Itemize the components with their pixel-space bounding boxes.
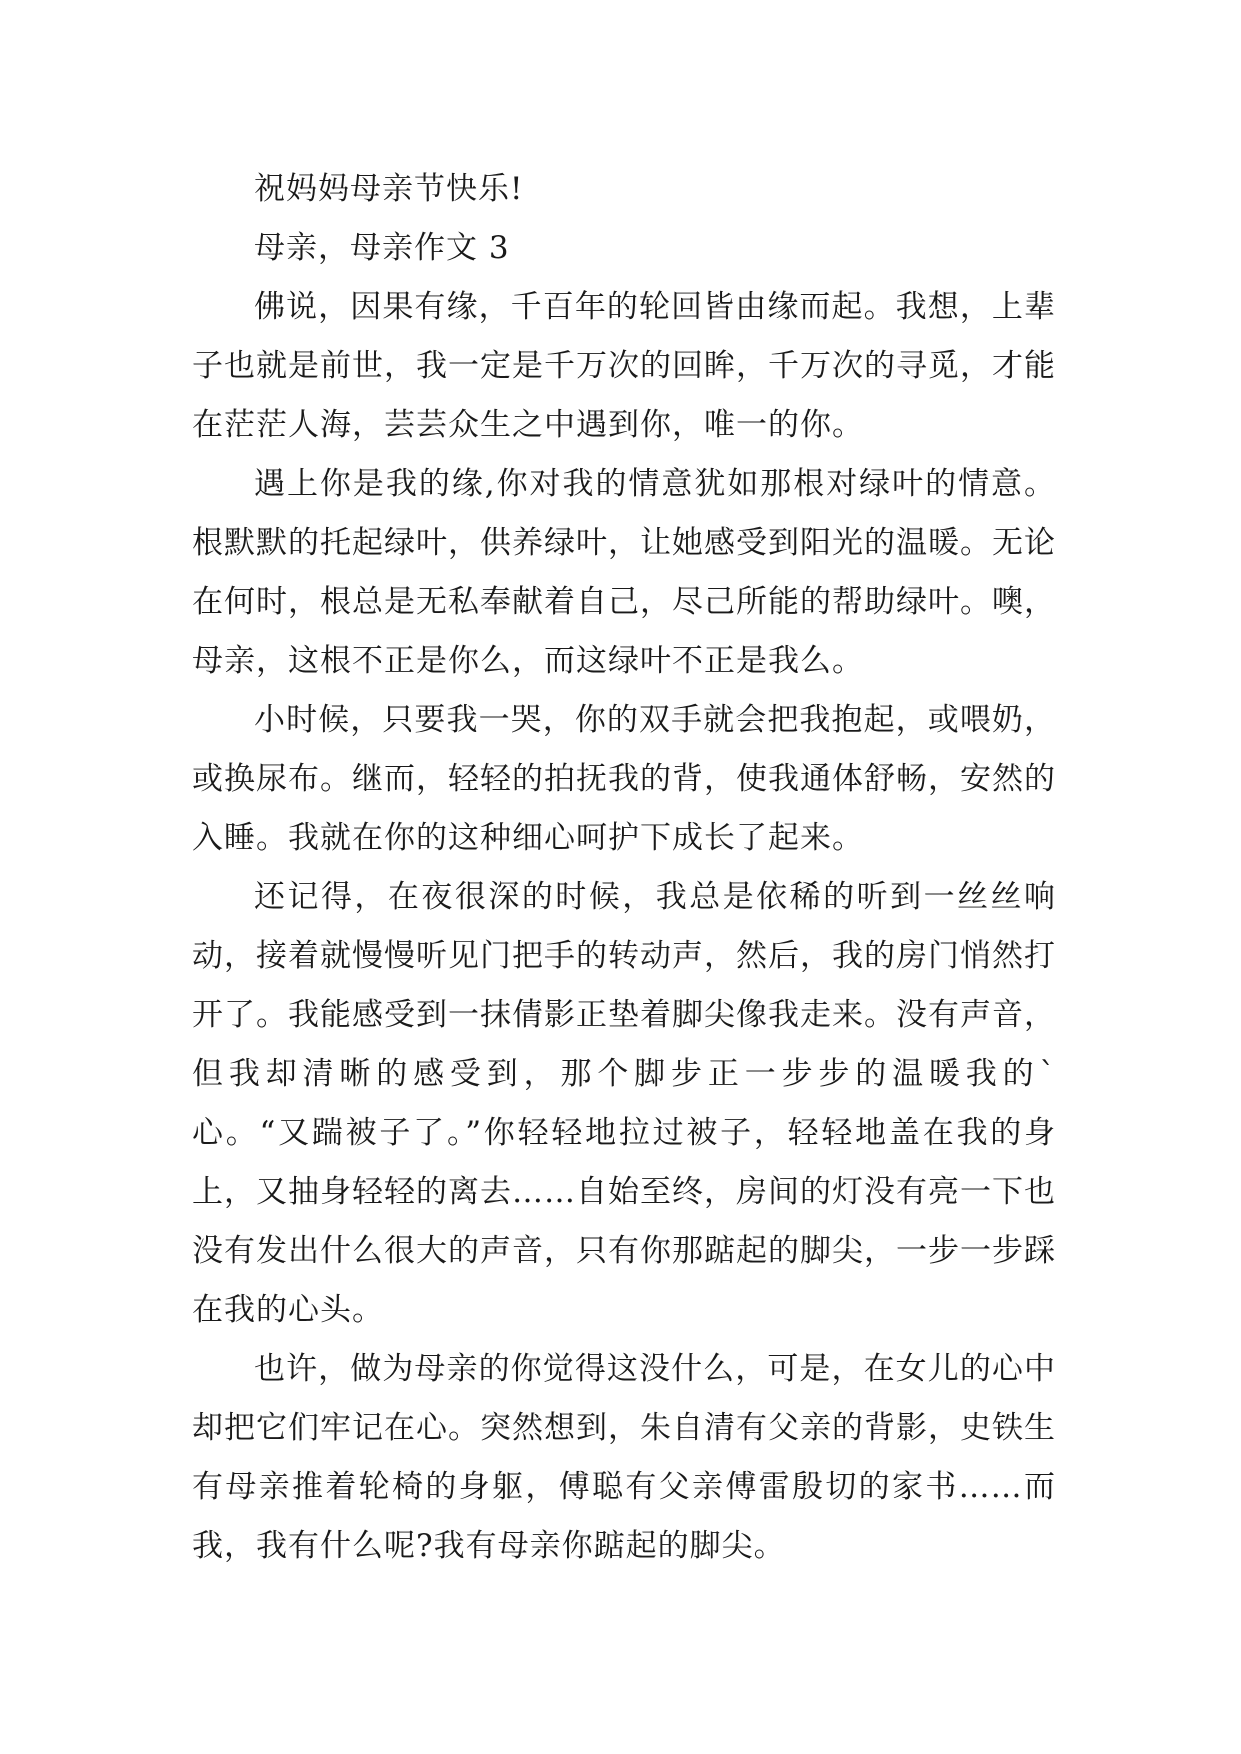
closing-wish-paragraph: 祝妈妈母亲节快乐! <box>254 171 524 207</box>
paragraph-night-memory: 还记得，在夜很深的时候，我总是依稀的听到一丝丝响动，接着就慢慢听见门把手的转动声，然后，我的房门悄然打开了。我能感受到一抹倩影正垫着脚尖像我走来。没有声音，但我却清晰的感受到，那个脚步正一步步的温暖我的`心。“又踹被子了。”你轻轻地拉过被子，轻轻地盖在我的身上，又抽身轻轻的离去……自始至终，房间的灯没有亮一下也没有发出什么很大的声音，只有你那踮起的脚尖，一步一步踩在我的心头。 <box>192 879 1056 1328</box>
essay-title: 母亲，母亲作文 3 <box>254 230 510 266</box>
paragraph-root-and-leaf: 遇上你是我的缘,你对我的情意犹如那根对绿叶的情意。根默默的托起绿叶，供养绿叶，让她感受到阳光的温暖。无论在何时，根总是无私奉献着自己，尽己所能的帮助绿叶。噢，母亲，这根不正是你么，而这绿叶不正是我么。 <box>192 466 1056 679</box>
paragraph-conclusion: 也许，做为母亲的你觉得这没什么，可是，在女儿的心中却把它们牢记在心。突然想到，朱自清有父亲的背影，史铁生有母亲推着轮椅的身躯，傅聪有父亲傅雷殷切的家书……而我，我有什么呢?我有母亲你踮起的脚尖。 <box>192 1351 1056 1564</box>
document-body <box>192 160 1056 1576</box>
paragraph-childhood: 小时候，只要我一哭，你的双手就会把我抱起，或喂奶，或换尿布。继而，轻轻的拍抚我的背，使我通体舒畅，安然的入睡。我就在你的这种细心呵护下成长了起来。 <box>192 702 1056 856</box>
paragraph-buddha-fate: 佛说，因果有缘，千百年的轮回皆由缘而起。我想，上辈子也就是前世，我一定是千万次的回眸，千万次的寻觅，才能在茫茫人海，芸芸众生之中遇到你，唯一的你。 <box>192 289 1056 443</box>
